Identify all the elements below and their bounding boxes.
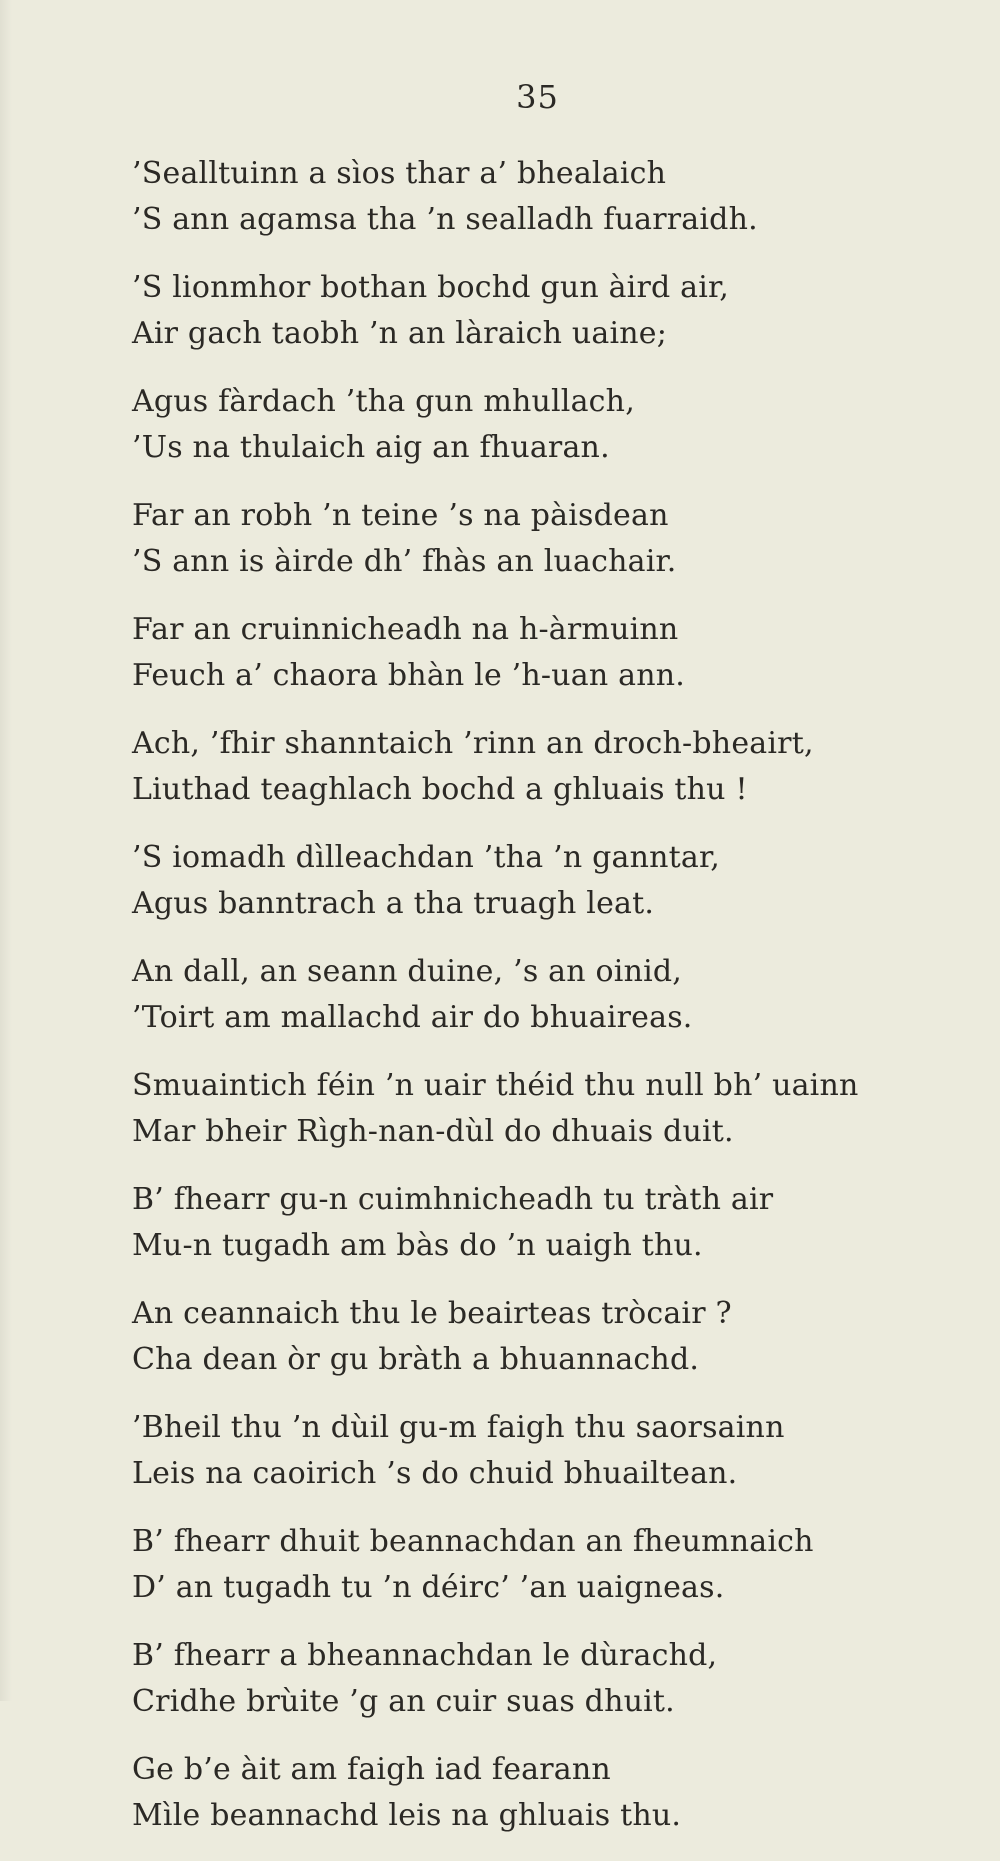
stanza <box>132 1633 992 1725</box>
poem-line: Feuch a’ chaora bhàn le ’h-uan ann. <box>132 658 685 693</box>
poem-line: Mar bheir Rìgh-nan-dùl do dhuais duit. <box>132 1114 734 1149</box>
stanza <box>132 607 992 699</box>
stanza <box>132 379 992 471</box>
poem-line: Mìle beannachd leis na ghluais thu. <box>132 1798 682 1833</box>
stanza <box>132 1291 992 1383</box>
poem-line: An dall, an seann duine, ’s an oinid, <box>132 954 683 989</box>
stanza <box>132 949 992 1041</box>
poem-body <box>132 151 992 1861</box>
stanza <box>132 1177 992 1269</box>
poem-line: ’S ann is àirde dh’ fhàs an luachair. <box>132 544 677 579</box>
poem-line: Air gach taobh ’n an làraich uaine; <box>132 316 668 351</box>
poem-line: Mu-n tugadh am bàs do ’n uaigh thu. <box>132 1228 703 1263</box>
stanza <box>132 1405 992 1497</box>
poem-line: ’Us na thulaich aig an fhuaran. <box>132 430 610 465</box>
page-edge-shadow <box>0 0 12 1701</box>
poem-line: D’ an tugadh tu ’n déirc’ ’an uaigneas. <box>132 1570 725 1605</box>
poem-line: Cridhe brùite ’g an cuir suas dhuit. <box>132 1684 675 1719</box>
poem-line: Smuaintich féin ’n uair théid thu null bh’ uainn <box>132 1068 859 1103</box>
poem-line: ’Bheil thu ’n dùil gu-m faigh thu saorsainn <box>132 1410 785 1445</box>
poem-line: B’ fhearr dhuit beannachdan an fheumnaich <box>132 1524 814 1559</box>
poem-line: ’Sealltuinn a sìos thar a’ bhealaich <box>132 156 667 191</box>
poem-line: Ach, ’fhir shanntaich ’rinn an droch-bheairt, <box>132 726 814 761</box>
poem-line: ’S lionmhor bothan bochd gun àird air, <box>132 270 730 305</box>
stanza <box>132 1747 992 1839</box>
stanza <box>132 721 992 813</box>
stanza <box>132 835 992 927</box>
poem-line: ’S iomadh dìlleachdan ’tha ’n ganntar, <box>132 840 720 875</box>
stanza <box>132 493 992 585</box>
poem-line: Cha dean òr gu bràth a bhuannachd. <box>132 1342 700 1377</box>
page-number: 35 <box>516 78 559 116</box>
poem-line: B’ fhearr gu-n cuimhnicheadh tu tràth air <box>132 1182 774 1217</box>
poem-line: ’S ann agamsa tha ’n sealladh fuarraidh. <box>132 202 758 237</box>
poem-line: B’ fhearr a bheannachdan le dùrachd, <box>132 1638 718 1673</box>
poem-line: An ceannaich thu le beairteas tròcair ? <box>132 1296 732 1331</box>
poem-line: Leis na caoirich ’s do chuid bhuailtean. <box>132 1456 738 1491</box>
poem-line: Far an cruinnicheadh na h-àrmuinn <box>132 612 679 647</box>
stanza <box>132 151 992 243</box>
poem-line: ’Toirt am mallachd air do bhuaireas. <box>132 1000 693 1035</box>
poem-line: Agus fàrdach ’tha gun mhullach, <box>132 384 635 419</box>
poem-line: Agus banntrach a tha truagh leat. <box>132 886 655 921</box>
poem-line: Ge b’e àit am faigh iad fearann <box>132 1752 611 1787</box>
poem-line: Liuthad teaghlach bochd a ghluais thu ! <box>132 772 748 807</box>
stanza <box>132 1063 992 1155</box>
poem-line: Far an robh ’n teine ’s na pàisdean <box>132 498 669 533</box>
stanza <box>132 265 992 357</box>
stanza <box>132 1519 992 1611</box>
